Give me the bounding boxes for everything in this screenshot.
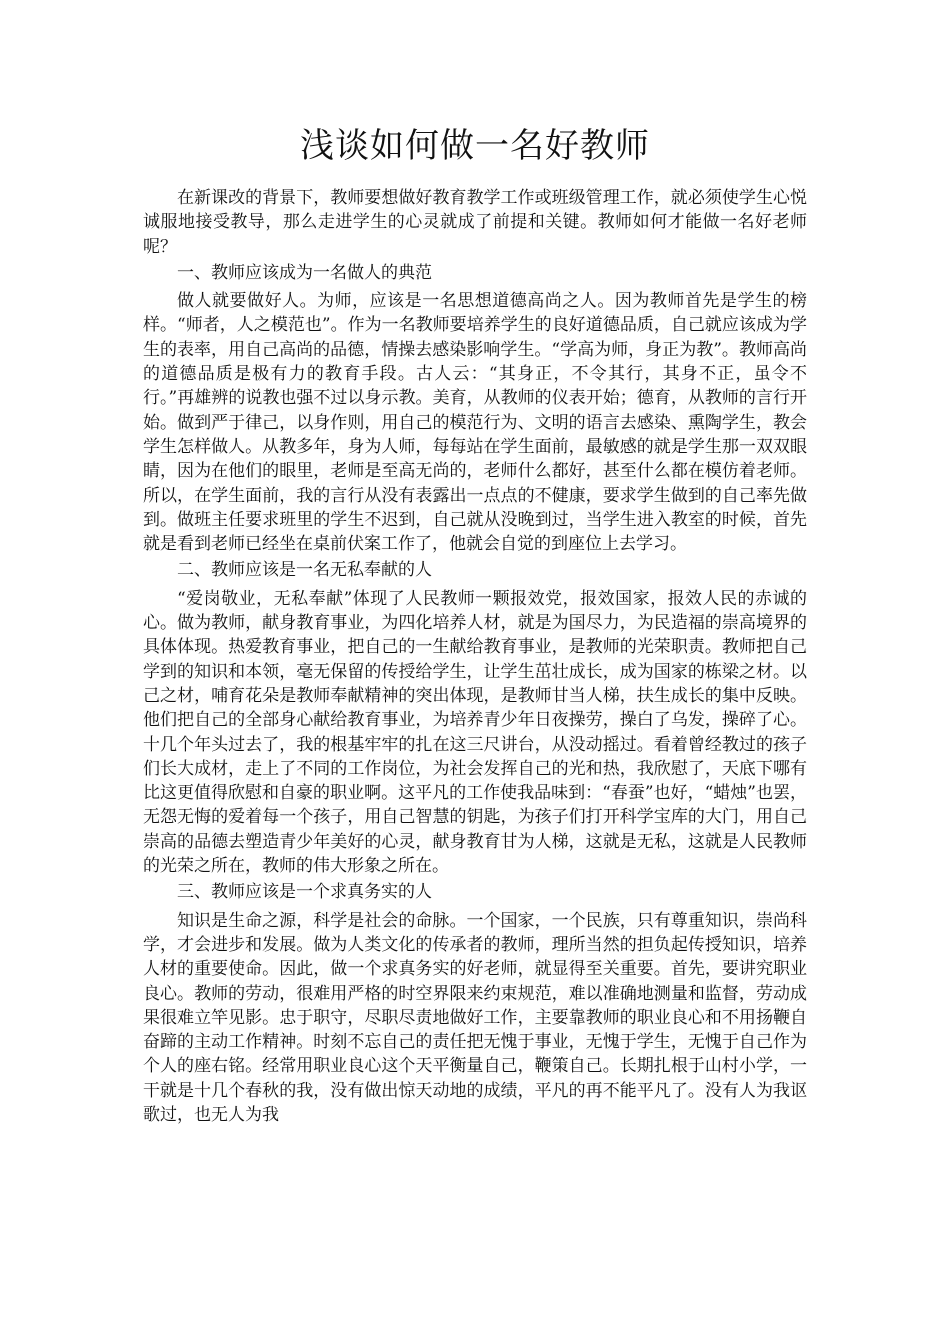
document-page: [143, 118, 807, 1127]
section-1-body: 做人就要做好人。为师，应该是一名思想道德高尚之人。因为教师首先是学生的榜样。“师者，人之模范也”。作为一名教师要培养学生的良好道德品质，自己就应该成为学生的表率，用自己高尚的品德，情操去感染影响学生。“学高为师，身正为教”。教师高尚的道德品质是极有力的教育手段。古人云：“其身正，不令其行，其身不正，虽令不行。”再雄辨的说教也强不过以身示教。美育，从教师的仪表开始；德育，从教师的言行开始。做到严于律己，以身作则，用自己的模范行为、文明的语言去感染、熏陶学生，教会学生怎样做人。从教多年，身为人师，每每站在学生面前，最敏感的就是学生那一双双眼睛，因为在他们的眼里，老师是至高无尚的，老师什么都好，甚至什么都在模仿着老师。所以，在学生面前，我的言行从没有表露出一点点的不健康，要求学生做到的自己率先做到。做班主任要求班里的学生不迟到，自己就从没晚到过，当学生进入教室的时候，首先就是看到老师已经坐在桌前伏案工作了，他就会自觉的到座位上去学习。: [143, 291, 807, 555]
section-3-heading: 三、教师应该是一个求真务实的人: [177, 882, 432, 903]
section-2-body: “爱岗敬业，无私奉献”体现了人民教师一颗报效党，报效国家，报效人民的赤诚的心。做为教师，献身教育事业，为四化培养人材，就是为国尽力，为民造福的崇高境界的具体体现。热爱教育事业，把自己的一生献给教育事业，是教师的光荣职责。教师把自己学到的知识和本领，毫无保留的传授给学生，让学生茁壮成长，成为国家的栋梁之材。以己之材，哺育花朵是教师奉献精神的突出体现，是教师甘当人梯，扶生成长的集中反映。他们把自己的全部身心献给教育事业，为培养青少年日夜操劳，操白了乌发，操碎了心。十几个年头过去了，我的根基牢牢的扎在这三尺讲台，从没动摇过。看着曾经教过的孩子们长大成材，走上了不同的工作岗位，为社会发挥自己的光和热，我欣慰了，天底下哪有比这更值得欣慰和自豪的职业啊。这平凡的工作使我品味到：“春蚕”也好，“蜡烛”也罢，无怨无悔的爱着每一个孩子，用自己智慧的钥匙，为孩子们打开科学宝库的大门，用自己崇高的品德去塑造青少年美好的心灵，献身教育甘为人梯，这就是无私，这就是人民教师的光荣之所在，教师的伟大形象之所在。: [143, 588, 807, 877]
intro-paragraph: 在新课改的背景下，教师要想做好教育教学工作或班级管理工作，就必须使学生心悦诚服地接受教导，那么走进学生的心灵就成了前提和关键。教师如何才能做一名好老师呢？: [143, 188, 807, 257]
section-2-heading: 二、教师应该是一名无私奉献的人: [177, 560, 432, 581]
section-1-heading: 一、教师应该成为一名做人的典范: [177, 262, 432, 283]
document-title: 浅谈如何做一名好教师: [300, 126, 650, 166]
section-3-body: 知识是生命之源，科学是社会的命脉。一个国家，一个民族，只有尊重知识，崇尚科学，才会进步和发展。做为人类文化的传承者的教师，理所当然的担负起传授知识，培养人材的重要使命。因此，做一个求真务实的好老师，就显得至关重要。首先，要讲究职业良心。教师的劳动，很难用严格的时空界限来约束规范，难以准确地测量和监督，劳动成果很难立竿见影。忠于职守，尽职尽责地做好工作，主要靠教师的职业良心和不用扬鞭自奋蹄的主动工作精神。时刻不忘自己的责任把无愧于事业，无愧于学生，无愧于自己作为个人的座右铭。经常用职业良心这个天平衡量自己，鞭策自己。长期扎根于山村小学，一干就是十几个春秋的我，没有做出惊天动地的成绩，平凡的再不能平凡了。没有人为我讴歌过，也无人为我: [143, 910, 807, 1125]
